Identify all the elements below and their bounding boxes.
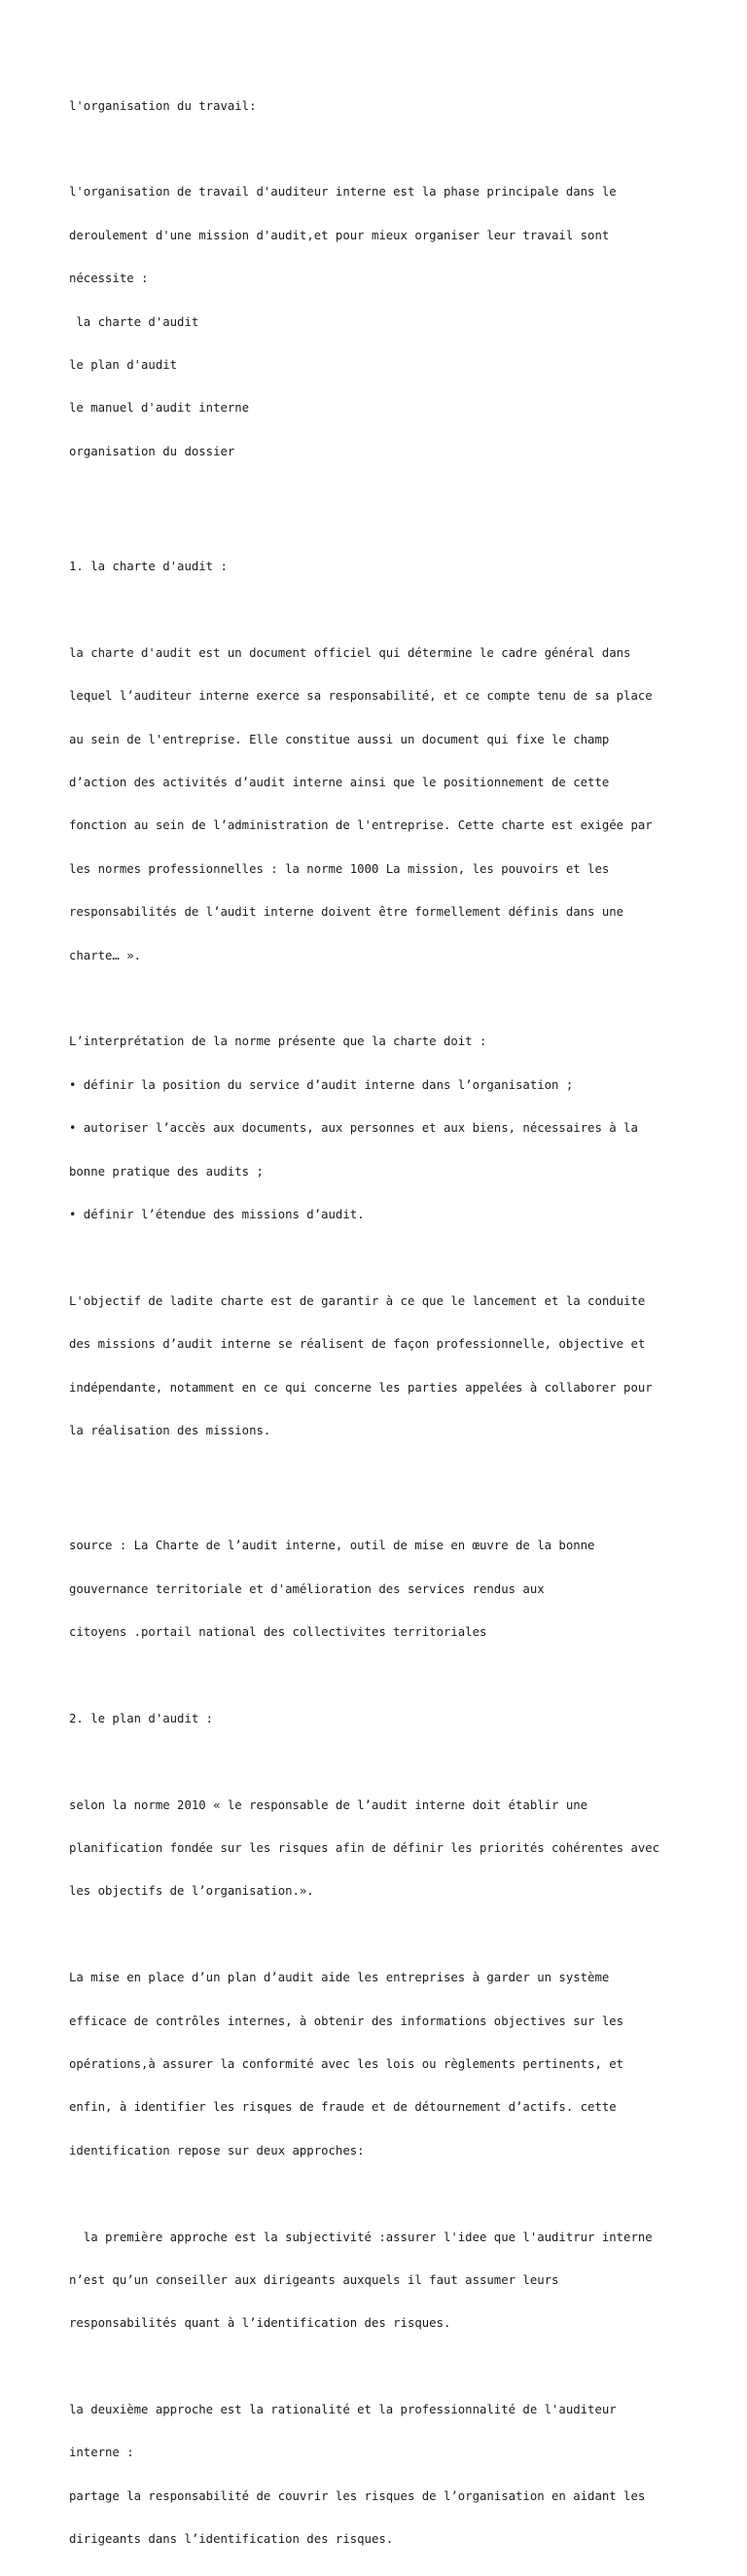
text-line: l'organisation de travail d'auditeur interne est la phase principale dans le [69, 185, 617, 200]
text-line: dirigeants dans l’identification des risques. [69, 2532, 394, 2547]
paragraph-interpretation [69, 1006, 692, 1252]
text-line: bonne pratique des audits ; [69, 1164, 264, 1179]
text-line: planification fondée sur les risques afin de définir les priorités cohérentes avec [69, 1841, 660, 1856]
text-line: gouvernance territoriale et d'amélioration des services rendus aux [69, 1581, 545, 1596]
section-heading-plan [69, 1683, 692, 1755]
text-line: la réalisation des missions. [69, 1423, 271, 1437]
section-heading-organisation [69, 70, 692, 142]
list-item: la charte d'audit [69, 314, 199, 329]
bullet-item: • définir l’étendue des missions d’audit. [69, 1207, 365, 1221]
bullet-item: • définir la position du service d’audit interne dans l’organisation ; [69, 1077, 574, 1092]
section-heading-charte [69, 531, 692, 603]
paragraph-objectif [69, 1265, 692, 1467]
text-line: des missions d’audit interne se réalisent de façon professionnelle, objective et [69, 1337, 646, 1352]
text-line: opérations,à assurer la conformité avec les lois ou règlements pertinents, et [69, 2056, 624, 2071]
text-line: au sein de l'entreprise. Elle constitue aussi un document qui fixe le champ [69, 732, 610, 746]
text-line: La mise en place d’un plan d’audit aide les entreprises à garder un système [69, 1971, 610, 1985]
text-line: source : La Charte de l’audit interne, outil de mise en œuvre de la bonne [69, 1539, 595, 1553]
text-line: la deuxième approche est la rationalité et la professionnalité de l'auditeur [69, 2403, 617, 2417]
text-line: 2. le plan d'audit : [69, 1711, 214, 1725]
text-line: responsabilités quant à l’identification des risques. [69, 2316, 451, 2331]
text-line: citoyens .portail national des collectivites territoriales [69, 1625, 487, 1640]
text-line: L'objectif de ladite charte est de garantir à ce que le lancement et la conduite [69, 1293, 646, 1308]
text-line: enfin, à identifier les risques de fraude et de détournement d’actifs. cette [69, 2100, 617, 2115]
text-line: selon la norme 2010 « le responsable de l’audit interne doit établir une [69, 1797, 588, 1812]
list-item: le plan d'audit [69, 357, 178, 372]
text-line: nécessite : [69, 272, 149, 286]
list-item: le manuel d'audit interne [69, 401, 250, 416]
text-line: les normes professionnelles : la norme 1000 La mission, les pouvoirs et les [69, 861, 610, 876]
text-line: efficace de contrôles internes, à obtenir des informations objectives sur les [69, 2014, 624, 2028]
text-line: identification repose sur deux approches: [69, 2143, 365, 2158]
paragraph-source [69, 1510, 692, 1669]
text-line: interne : [69, 2446, 134, 2460]
text-line: fonction au sein de l’administration de l'entreprise. Cette charte est exigée par [69, 818, 653, 833]
text-line: n’est qu’un conseiller aux dirigeants auxquels il faut assumer leurs [69, 2272, 559, 2287]
text-line: deroulement d'une mission d'audit,et pour mieux organiser leur travail sont [69, 228, 610, 242]
paragraph-norme-2010 [69, 1769, 692, 1928]
text-line: responsabilités de l’audit interne doivent être formellement définis dans une [69, 905, 624, 920]
text-line: d’action des activités d’audit interne ainsi que le positionnement de cette [69, 776, 610, 790]
paragraph-premiere-approche [69, 2201, 692, 2360]
document-page [69, 70, 692, 2576]
text-line: partage la responsabilité de couvrir les risques de l’organisation en aidant les [69, 2488, 646, 2503]
paragraph-deuxieme-approche [69, 2375, 692, 2576]
text-line: indépendante, notamment en ce qui concerne les parties appelées à collaborer pour [69, 1380, 653, 1395]
text-line: 1. la charte d'audit : [69, 560, 228, 574]
paragraph-charte-definition [69, 617, 692, 992]
text-line: la première approche est la subjectivité :assurer l'idee que l'auditrur interne [69, 2230, 653, 2244]
text-line: L’interprétation de la norme présente que la charte doit : [69, 1034, 487, 1049]
list-item: organisation du dossier [69, 444, 235, 458]
bullet-item: • autoriser l’accès aux documents, aux personnes et aux biens, nécessaires à la [69, 1121, 638, 1136]
text-line: lequel l’auditeur interne exerce sa responsabilité, et ce compte tenu de sa place [69, 689, 653, 704]
paragraph-mise-en-place [69, 1942, 692, 2188]
paragraph-intro [69, 157, 692, 488]
text-line: charte… ». [69, 948, 142, 962]
text-line: l'organisation du travail: [69, 98, 257, 113]
text-line: la charte d'audit est un document officiel qui détermine le cadre général dans [69, 645, 631, 660]
text-line: les objectifs de l’organisation.». [69, 1884, 314, 1899]
